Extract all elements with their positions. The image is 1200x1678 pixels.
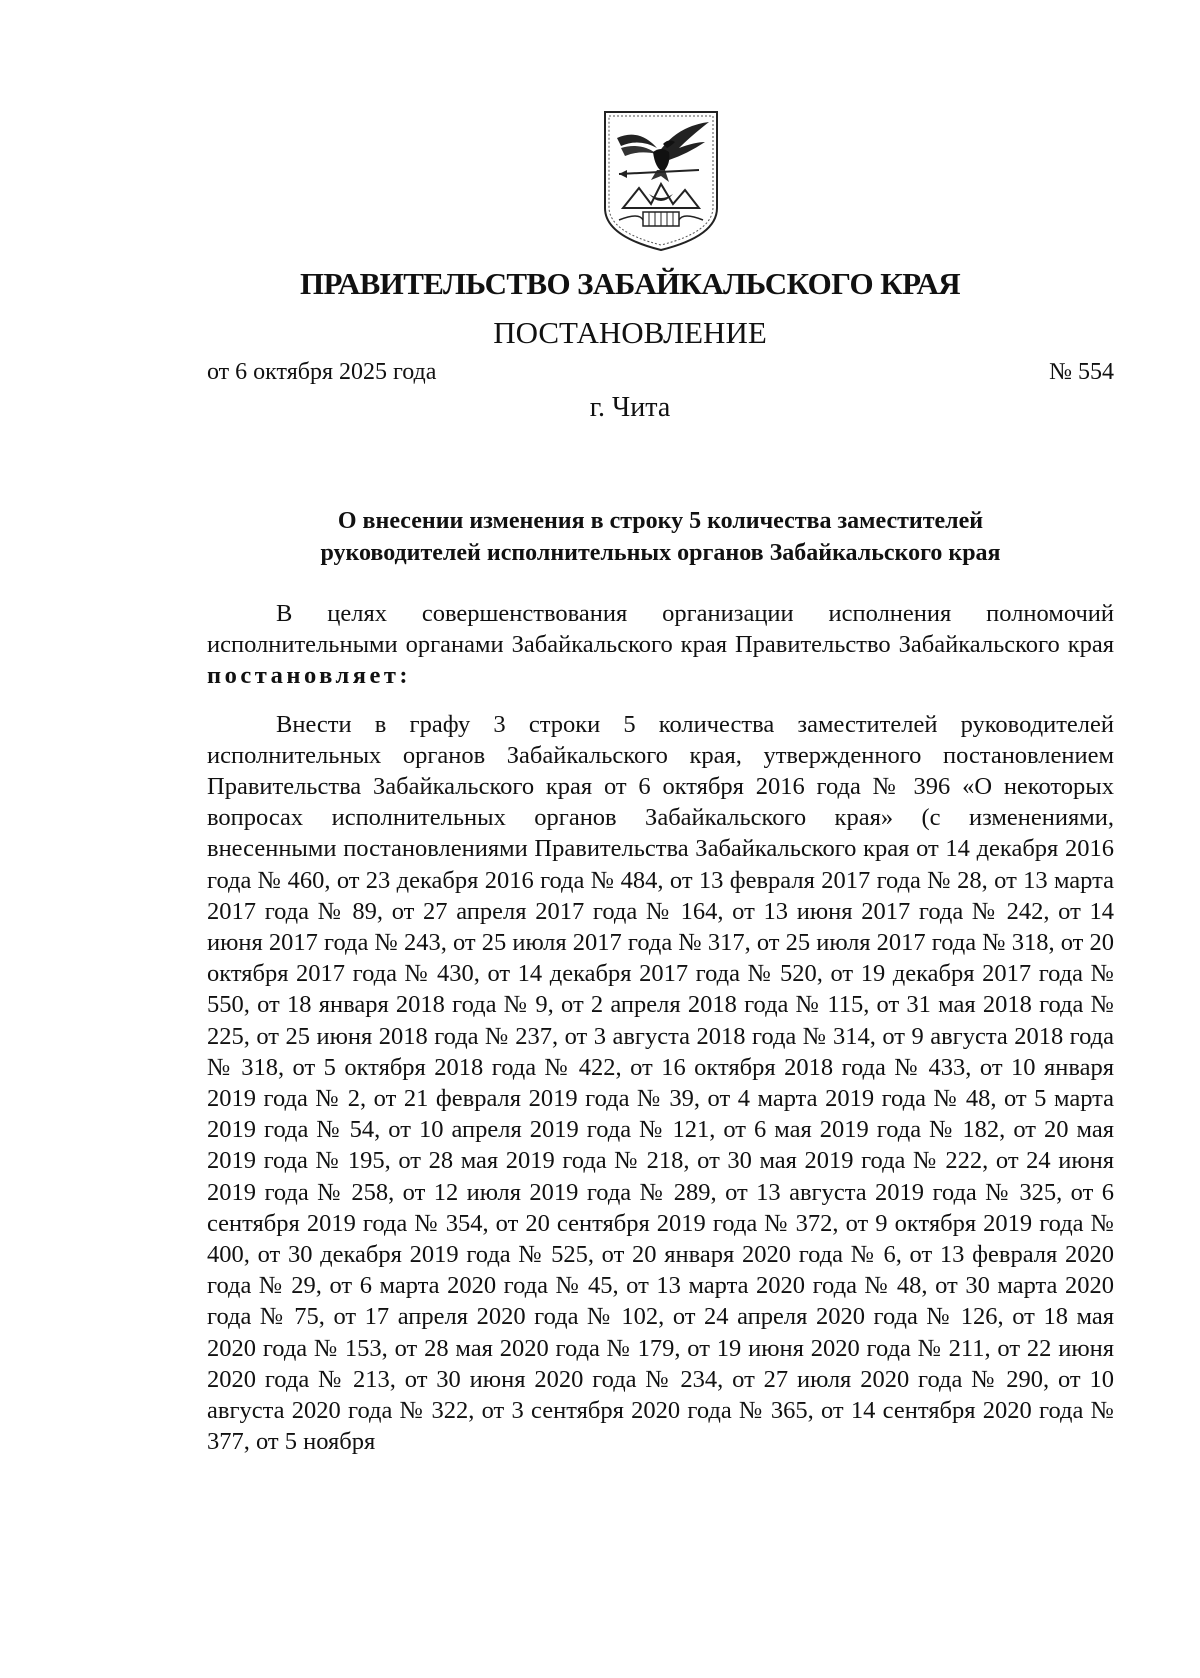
preamble-paragraph xyxy=(207,598,1114,692)
main-paragraph: Внести в графу 3 строки 5 количества заместителей руководителей исполнительных органов Забайкальского края, утвержденного постановлением Правительства Забайкальского края от 6 октября 2016 года № 396 «О некоторых вопросах исполнительных органов Забайкальского края» (с изменениями, внесенными постановлениями Правительства Забайкальского края от 14 декабря 2016 года № 460, от 23 декабря 2016 года № 484, от 13 февраля 2017 года № 28, от 13 марта 2017 года № 89, от 27 апреля 2017 года № 164, от 13 июня 2017 года № 242, от 14 июня 2017 года № 243, от 25 июля 2017 года № 317, от 25 июля 2017 года № 318, от 20 октября 2017 года № 430, от 14 декабря 2017 года № 520, от 19 декабря 2017 года № 550, от 18 января 2018 года № 9, от 2 апреля 2018 года № 115, от 31 мая 2018 года № 225, от 25 июня 2018 года № 237, от 3 августа 2018 года № 314, от 9 августа 2018 года № 318, от 5 октября 2018 года № 422, от 16 октября 2018 года № 433, от 10 января 2019 года № 2, от 21 февраля 2019 года № 39, от 4 марта 2019 года № 48, от 5 марта 2019 года № 54, от 10 апреля 2019 года № 121, от 6 мая 2019 года № 182, от 20 мая 2019 года № 195, от 28 мая 2019 года № 218, от 30 мая 2019 года № 222, от 24 июня 2019 года № 258, от 12 июля 2019 года № 289, от 13 августа 2019 года № 325, от 6 сентября 2019 года № 354, от 20 сентября 2019 года № 372, от 9 октября 2019 года № 400, от 30 декабря 2019 года № 525, от 20 января 2020 года № 6, от 13 февраля 2020 года № 29, от 6 марта 2020 года № 45, от 13 марта 2020 года № 48, от 30 марта 2020 года № 75, от 17 апреля 2020 года № 102, от 24 апреля 2020 года № 126, от 18 мая 2020 года № 153, от 28 мая 2020 года № 179, от 19 июня 2020 года № 211, от 22 июня 2020 года № 213, от 30 июня 2020 года № 234, от 27 июля 2020 года № 290, от 10 августа 2020 года № 322, от 3 сентября 2020 года № 365, от 14 сентября 2020 года № 377, от 5 ноября xyxy=(207,710,1115,1456)
organization-title: ПРАВИТЕЛЬСТВО ЗАБАЙКАЛЬСКОГО КРАЯ xyxy=(299,266,961,301)
preamble-text: В целях совершенствования организации исполнения полномочий исполнительными органами Забайкальского края Правительство Забайкальского края xyxy=(207,600,1114,659)
coat-of-arms-icon xyxy=(599,108,723,254)
document-subject xyxy=(207,505,1114,569)
preamble-emphasis: постановляет: xyxy=(207,662,412,690)
document-type: ПОСТАНОВЛЕНИЕ xyxy=(493,315,767,350)
document-date: от 6 октября 2025 года xyxy=(207,359,437,385)
document-body xyxy=(207,598,1114,1457)
subject-line-2: руководителей исполнительных органов Забайкальского края xyxy=(320,540,1001,566)
subject-line-1: О внесении изменения в строку 5 количества заместителей xyxy=(337,508,984,534)
document-city: г. Чита xyxy=(589,392,671,423)
document-number: № 554 xyxy=(1049,359,1114,385)
